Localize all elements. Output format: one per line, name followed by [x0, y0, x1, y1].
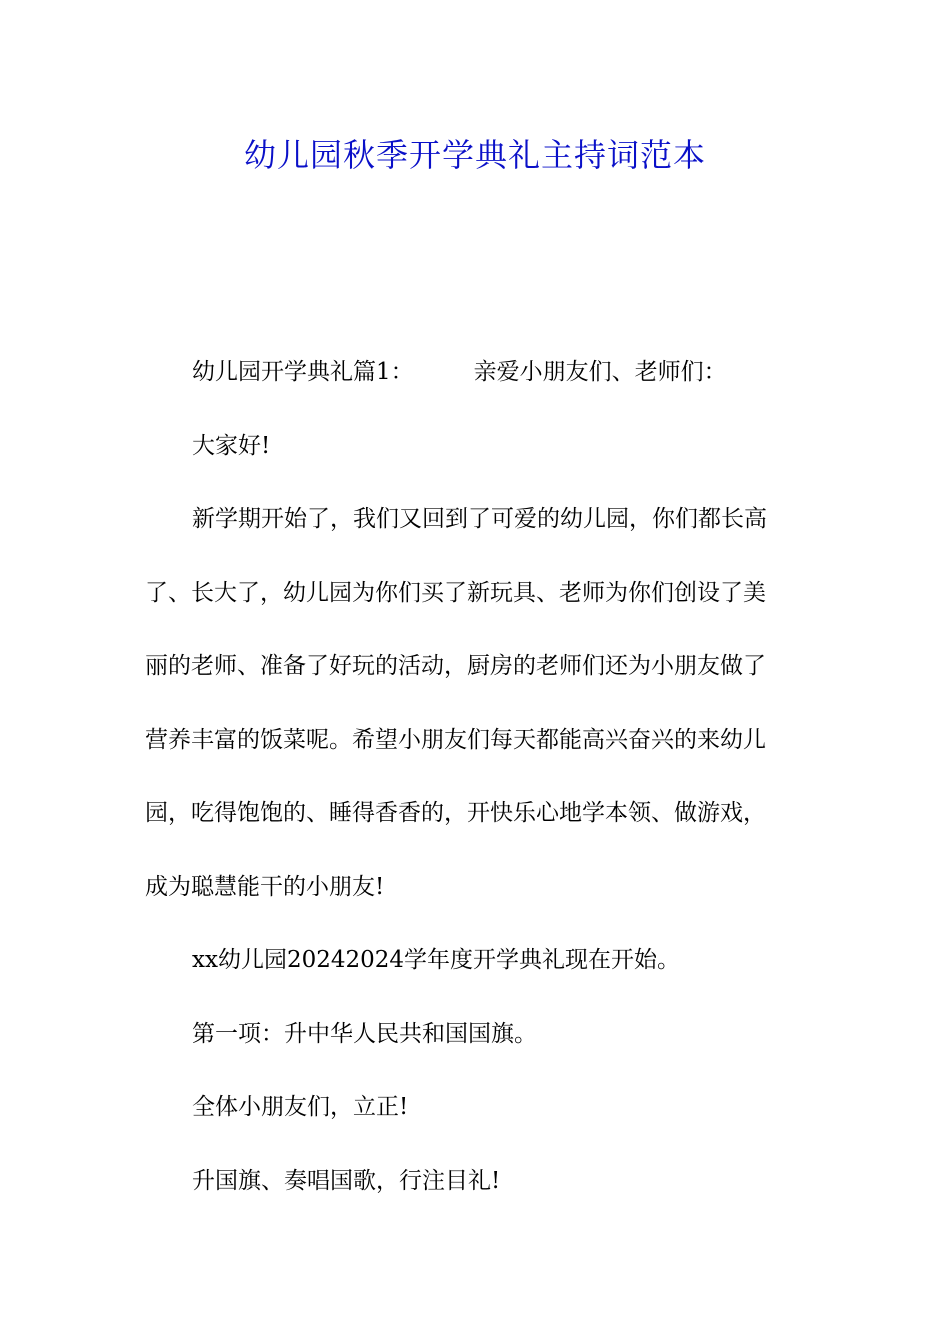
- section-heading: 幼儿园开学典礼篇1：: [192, 359, 414, 385]
- paragraph-line: 成为聪慧能干的小朋友!: [145, 873, 385, 900]
- paragraph-line: 了、长大了，幼儿园为你们买了新玩具、老师为你们创设了美: [145, 579, 766, 606]
- document-title: 幼儿园秋季开学典礼主持词范本: [243, 136, 706, 174]
- paragraph-line: 新学期开始了，我们又回到了可爱的幼儿园，你们都长高: [192, 506, 767, 532]
- greeting-addressee: 亲爱小朋友们、老师们：: [473, 359, 727, 385]
- paragraph-line: 第一项：升中华人民共和国国旗。: [192, 1020, 537, 1047]
- paragraph-line: xx幼儿园20242024学年度开学典礼现在开始。: [192, 947, 681, 973]
- intro-line: [145, 336, 805, 410]
- paragraph-line: 大家好!: [192, 432, 271, 459]
- document-body: [145, 336, 805, 1218]
- paragraph-line: 升国旗、奏唱国歌，行注目礼!: [192, 1167, 501, 1194]
- paragraph-line: 丽的老师、准备了好玩的活动，厨房的老师们还为小朋友做了: [145, 653, 766, 679]
- paragraph-line: 营养丰富的饭菜呢。希望小朋友们每天都能高兴奋兴的来幼儿: [145, 726, 766, 753]
- paragraph-line: 全体小朋友们，立正!: [192, 1094, 409, 1120]
- paragraph-line: 园，吃得饱饱的、睡得香香的，开快乐心地学本领、做游戏，: [145, 800, 766, 826]
